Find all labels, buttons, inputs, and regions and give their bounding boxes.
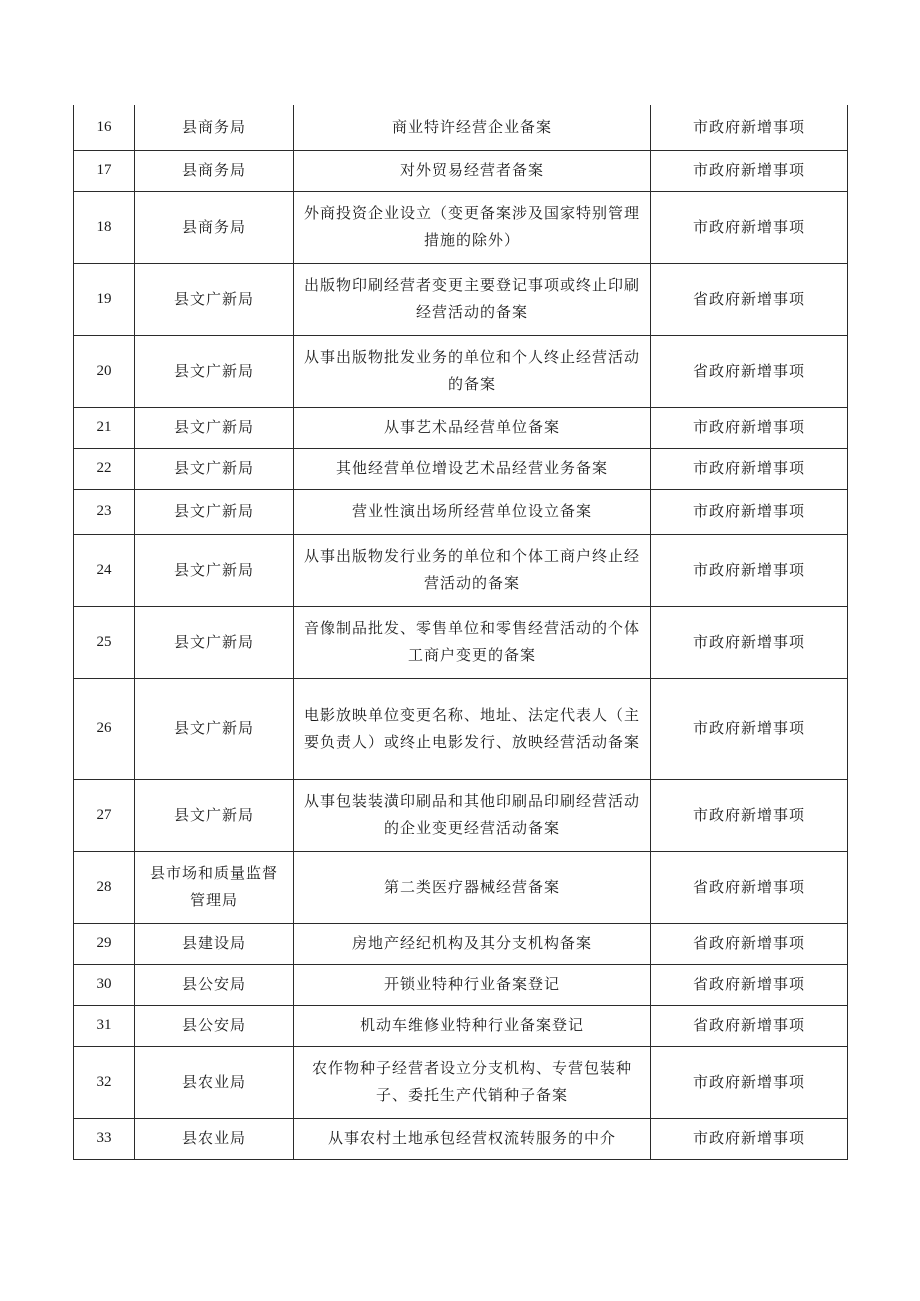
table-row — [74, 105, 848, 150]
row-number-cell: 27 — [74, 779, 135, 851]
item-cell: 电影放映单位变更名称、地址、法定代表人（主要负责人）或终止电影发行、放映经营活动备案 — [294, 678, 651, 779]
row-number-cell: 29 — [74, 923, 135, 964]
table-row — [74, 489, 848, 534]
item-cell: 从事出版物批发业务的单位和个人终止经营活动的备案 — [294, 335, 651, 407]
department-cell: 县商务局 — [135, 191, 294, 263]
department-cell: 县建设局 — [135, 923, 294, 964]
item-cell: 机动车维修业特种行业备案登记 — [294, 1005, 651, 1046]
row-number-cell: 32 — [74, 1046, 135, 1118]
note-cell: 市政府新增事项 — [651, 489, 848, 534]
department-cell: 县农业局 — [135, 1118, 294, 1159]
table-row — [74, 150, 848, 191]
note-cell: 市政府新增事项 — [651, 191, 848, 263]
table-row — [74, 923, 848, 964]
table-row — [74, 1005, 848, 1046]
item-cell: 商业特许经营企业备案 — [294, 105, 651, 150]
item-cell: 农作物种子经营者设立分支机构、专营包装种子、委托生产代销种子备案 — [294, 1046, 651, 1118]
item-cell: 音像制品批发、零售单位和零售经营活动的个体工商户变更的备案 — [294, 606, 651, 678]
note-cell: 市政府新增事项 — [651, 779, 848, 851]
row-number-cell: 22 — [74, 448, 135, 489]
department-cell: 县商务局 — [135, 150, 294, 191]
table-row — [74, 1046, 848, 1118]
table-row — [74, 448, 848, 489]
table-row — [74, 407, 848, 448]
item-cell: 从事农村土地承包经营权流转服务的中介 — [294, 1118, 651, 1159]
item-cell: 外商投资企业设立（变更备案涉及国家特别管理措施的除外） — [294, 191, 651, 263]
row-number-cell: 17 — [74, 150, 135, 191]
table-row — [74, 851, 848, 923]
item-cell: 对外贸易经营者备案 — [294, 150, 651, 191]
department-cell: 县文广新局 — [135, 534, 294, 606]
note-cell: 市政府新增事项 — [651, 606, 848, 678]
note-cell: 市政府新增事项 — [651, 150, 848, 191]
table-row — [74, 335, 848, 407]
department-cell: 县文广新局 — [135, 263, 294, 335]
department-cell: 县农业局 — [135, 1046, 294, 1118]
table-row — [74, 1118, 848, 1159]
item-cell: 从事出版物发行业务的单位和个体工商户终止经营活动的备案 — [294, 534, 651, 606]
item-cell: 从事包装装潢印刷品和其他印刷品印刷经营活动的企业变更经营活动备案 — [294, 779, 651, 851]
department-cell: 县文广新局 — [135, 489, 294, 534]
note-cell: 省政府新增事项 — [651, 923, 848, 964]
table-row — [74, 534, 848, 606]
item-cell: 其他经营单位增设艺术品经营业务备案 — [294, 448, 651, 489]
row-number-cell: 21 — [74, 407, 135, 448]
row-number-cell: 28 — [74, 851, 135, 923]
row-number-cell: 31 — [74, 1005, 135, 1046]
department-cell: 县文广新局 — [135, 407, 294, 448]
item-cell: 从事艺术品经营单位备案 — [294, 407, 651, 448]
row-number-cell: 20 — [74, 335, 135, 407]
table-row — [74, 779, 848, 851]
note-cell: 市政府新增事项 — [651, 1046, 848, 1118]
item-cell: 出版物印刷经营者变更主要登记事项或终止印刷经营活动的备案 — [294, 263, 651, 335]
row-number-cell: 25 — [74, 606, 135, 678]
row-number-cell: 30 — [74, 964, 135, 1005]
note-cell: 市政府新增事项 — [651, 407, 848, 448]
item-cell: 房地产经纪机构及其分支机构备案 — [294, 923, 651, 964]
note-cell: 省政府新增事项 — [651, 1005, 848, 1046]
table-row — [74, 606, 848, 678]
department-cell: 县公安局 — [135, 1005, 294, 1046]
table-row — [74, 678, 848, 779]
table-row — [74, 191, 848, 263]
note-cell: 省政府新增事项 — [651, 263, 848, 335]
note-cell: 市政府新增事项 — [651, 1118, 848, 1159]
table-row — [74, 263, 848, 335]
note-cell: 省政府新增事项 — [651, 851, 848, 923]
row-number-cell: 19 — [74, 263, 135, 335]
note-cell: 市政府新增事项 — [651, 534, 848, 606]
note-cell: 市政府新增事项 — [651, 448, 848, 489]
note-cell: 省政府新增事项 — [651, 335, 848, 407]
row-number-cell: 18 — [74, 191, 135, 263]
record-table — [73, 105, 848, 1160]
department-cell: 县文广新局 — [135, 335, 294, 407]
department-cell: 县公安局 — [135, 964, 294, 1005]
department-cell: 县市场和质量监督管理局 — [135, 851, 294, 923]
row-number-cell: 23 — [74, 489, 135, 534]
item-cell: 开锁业特种行业备案登记 — [294, 964, 651, 1005]
department-cell: 县文广新局 — [135, 678, 294, 779]
row-number-cell: 24 — [74, 534, 135, 606]
note-cell: 市政府新增事项 — [651, 105, 848, 150]
department-cell: 县文广新局 — [135, 606, 294, 678]
item-cell: 第二类医疗器械经营备案 — [294, 851, 651, 923]
table-body — [74, 105, 848, 1159]
table-row — [74, 964, 848, 1005]
department-cell: 县文广新局 — [135, 779, 294, 851]
department-cell: 县商务局 — [135, 105, 294, 150]
note-cell: 市政府新增事项 — [651, 678, 848, 779]
row-number-cell: 26 — [74, 678, 135, 779]
note-cell: 省政府新增事项 — [651, 964, 848, 1005]
item-cell: 营业性演出场所经营单位设立备案 — [294, 489, 651, 534]
row-number-cell: 33 — [74, 1118, 135, 1159]
row-number-cell: 16 — [74, 105, 135, 150]
department-cell: 县文广新局 — [135, 448, 294, 489]
